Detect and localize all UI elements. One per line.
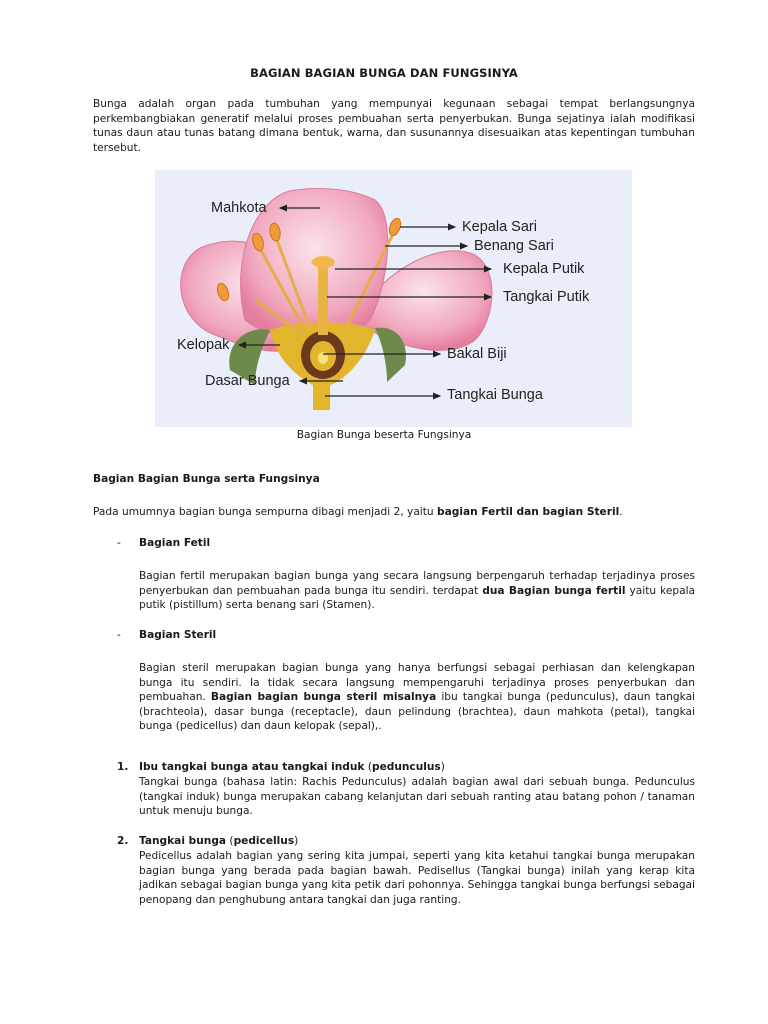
label-tangkai-putik: Tangkai Putik (503, 289, 590, 305)
bullet-fertil-heading (117, 537, 210, 549)
paragraph-text-end: yaitu kepala putik (pistillum) serta benang sari (Stamen). (139, 584, 696, 612)
paren-close: ) (294, 835, 299, 847)
paren-close: ) (440, 761, 445, 773)
section-intro-bold: bagian Fertil dan bagian Steril (437, 506, 620, 518)
page-title: BAGIAN BAGIAN BUNGA DAN FUNGSINYA (250, 66, 518, 80)
section-intro-text: Pada umumnya bagian bunga sempurna dibagi menjadi 2, yaitu (93, 506, 437, 518)
bullet-fertil-paragraph (139, 569, 695, 613)
bullet-dash: - (117, 537, 121, 549)
paragraph-text: Bagian fertil merupakan bagian bunga yang secara langsung berpengaruh terhadap terjadinya proses penyerbukan dan pembuahan pada bunga itu sendiri. terdapat (139, 570, 695, 597)
paragraph-bold: Bagian bagian bunga steril misalnya (210, 691, 437, 704)
numbered-heading (139, 761, 445, 773)
section-heading: Bagian Bagian Bunga serta Fungsinya (93, 473, 320, 485)
section-intro (93, 505, 713, 520)
paragraph-text-end: ibu tangkai bunga (pedunculus), daun tangkai (brachteola), dasar bunga (receptacle), daun pelindung (brachtea), daun mahkota (petal), tangkai bunga (pedicellus) dan daun kelopak (sepal),. (139, 691, 695, 733)
bullet-steril-heading (117, 629, 216, 641)
heading-bold: Ibu tangkai bunga atau tangkai induk (139, 761, 365, 773)
heading-bold: Tangkai bunga (139, 835, 227, 847)
figure-caption: Bagian Bunga beserta Fungsinya (296, 429, 472, 441)
label-kelopak: Kelopak (177, 337, 230, 353)
bullet-steril-paragraph (139, 661, 695, 734)
label-kepala-sari: Kepala Sari (462, 219, 537, 235)
list-number: 1. (117, 761, 129, 773)
intro-paragraph: Bunga adalah organ pada tumbuhan yang mempunyai kegunaan sebagai tempat berlangsungnya perkembangbiakan generatif melalui proses pembuahan serta penyerbukan. Bunga sejatinya ialah modifikasi tunas daun atau tunas batang dimana bentuk, warna, dan susunannya disesuaikan atas kepentingan tumbuhan tersebut. (93, 98, 695, 154)
label-mahkota: Mahkota (211, 200, 267, 216)
paragraph-bold: dua Bagian bunga fertil (482, 584, 626, 597)
bullet-heading: Bagian Fetil (139, 537, 211, 549)
label-dasar-bunga: Dasar Bunga (205, 373, 290, 389)
label-benang-sari: Benang Sari (474, 238, 554, 254)
numbered-heading (139, 835, 298, 847)
label-tangkai-bunga: Tangkai Bunga (447, 387, 543, 403)
bullet-dash: - (117, 629, 121, 641)
paren-open: ( (226, 835, 234, 847)
label-bakal-biji: Bakal Biji (447, 346, 507, 362)
paren-open: ( (364, 761, 372, 773)
bullet-heading: Bagian Steril (139, 629, 217, 641)
heading-term: pedunculus (372, 761, 441, 773)
flower-diagram (155, 170, 632, 427)
numbered-body: Tangkai bunga (bahasa latin: Rachis Pedunculus) adalah bagian awal dari sebuah bunga. Pedunculus (tangkai induk) bunga merupakan cabang kelanjutan dari sebuah ranting atau batang pohon / tanaman untuk menuju bunga. (139, 776, 695, 818)
paragraph-text: Bagian steril merupakan bagian bunga yang hanya berfungsi sebagai perhiasan dan kelengkapan bunga itu sendiri. Ia tidak secara langsung mempengaruhi terjadinya proses penyerbukan dan pembuahan. (139, 662, 695, 704)
list-number: 2. (117, 835, 129, 847)
label-kepala-putik: Kepala Putik (503, 261, 585, 277)
heading-term: pedicellus (233, 835, 295, 847)
section-intro-end: . (619, 506, 623, 518)
numbered-body: Pedicellus adalah bagian yang sering kita jumpai, seperti yang kita ketahui tangkai bunga merupakan bagian bunga yang berada pada bagian bawah. Pedisellus (Tangkai bunga) inilah yang kerap kita jadikan sebagai bagian bunga yang kita petik dari pohonnya. Sehingga tangkai bunga berfungsi sebagai penopang dan penghubung antara tangkai dan juga ranting. (139, 850, 695, 906)
